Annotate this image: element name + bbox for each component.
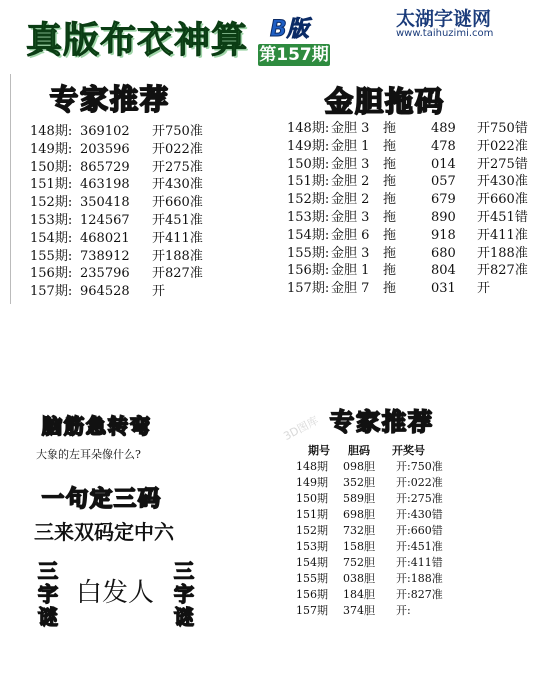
list-item — [296, 555, 466, 571]
cell-gold: 732胆 — [343, 524, 375, 537]
cell-result: 开:411错 — [396, 556, 443, 569]
cell-period: 157期: — [287, 281, 330, 297]
list-item — [287, 138, 547, 156]
cell-code: 680 — [431, 245, 456, 261]
right-riddle-label — [172, 560, 196, 629]
cell-result: 开750准 — [152, 124, 203, 139]
cell-result: 开660准 — [477, 192, 528, 208]
cell-period: 150期: — [287, 156, 330, 172]
cell-period: 149期 — [296, 476, 328, 489]
cell-result: 开411准 — [152, 230, 203, 246]
cell-drag: 拖 — [383, 192, 397, 208]
cell-drag: 拖 — [383, 209, 397, 225]
list-item — [287, 191, 547, 209]
list-item — [296, 539, 466, 555]
cell-result: 开 — [152, 284, 166, 300]
cell-code: 478 — [431, 138, 456, 154]
gold-drag-heading: 金胆拖码 — [325, 85, 446, 118]
cell-period: 151期: — [287, 174, 330, 190]
cell-code: 369102 — [80, 124, 130, 139]
list-item — [30, 159, 232, 177]
cell-period: 155期: — [287, 245, 330, 261]
cell-period: 149期: — [287, 138, 330, 154]
left-riddle-char: 谜 — [38, 605, 58, 629]
cell-result: 开275错 — [477, 156, 528, 172]
cell-gold: 184胆 — [343, 588, 375, 601]
cell-code: 489 — [431, 121, 456, 136]
riddle-answer: 白发人 — [76, 578, 155, 608]
expert-table-heading: 专家推荐 — [330, 408, 434, 436]
cell-code: 203596 — [80, 141, 130, 157]
column-header-period: 期号 — [308, 444, 330, 457]
cell-period: 153期: — [287, 209, 330, 225]
cell-gold: 金胆 7 — [331, 281, 370, 297]
cell-period: 153期 — [296, 540, 328, 553]
cell-code: 738912 — [80, 248, 130, 264]
column-header-gold: 胆码 — [348, 444, 370, 457]
left-riddle-label — [36, 560, 60, 629]
list-item — [296, 475, 466, 491]
list-item — [287, 227, 547, 245]
cell-period: 154期: — [287, 227, 330, 243]
list-item — [296, 459, 466, 475]
cell-period: 148期: — [287, 121, 330, 136]
cell-result: 开411准 — [477, 227, 528, 243]
cell-result: 开430准 — [477, 174, 528, 190]
cell-result: 开451错 — [477, 209, 528, 225]
cell-period: 157期: — [30, 284, 73, 300]
edition-badge: B版 — [270, 17, 309, 42]
cell-gold: 752胆 — [343, 556, 375, 569]
cell-code: 014 — [431, 156, 456, 172]
list-item — [30, 212, 232, 230]
cell-result: 开750错 — [477, 121, 528, 136]
list-item — [287, 120, 547, 138]
cell-period: 155期 — [296, 572, 328, 585]
list-item — [296, 523, 466, 539]
cell-result: 开430准 — [152, 177, 203, 193]
left-riddle-char: 三 — [38, 559, 58, 583]
site-url: www.taihuzimi.com — [396, 28, 494, 39]
cell-code: 124567 — [80, 212, 130, 228]
cell-period: 156期: — [30, 266, 73, 282]
cell-drag: 拖 — [383, 245, 397, 261]
list-item — [30, 141, 232, 159]
cell-gold: 金胆 1 — [331, 138, 370, 154]
cell-period: 152期 — [296, 524, 328, 537]
cell-result: 开275准 — [152, 159, 203, 175]
cell-period: 152期: — [287, 192, 330, 208]
cell-gold: 金胆 1 — [331, 263, 370, 279]
cell-result: 开827准 — [152, 266, 203, 282]
cell-drag: 拖 — [383, 138, 397, 154]
cell-period: 154期 — [296, 556, 328, 569]
cell-period: 148期: — [30, 124, 73, 139]
cell-result: 开:188准 — [396, 572, 443, 585]
cell-gold: 金胆 3 — [331, 209, 370, 225]
cell-period: 151期 — [296, 508, 328, 521]
riddle-heading: 脑筋急转弯 — [42, 414, 152, 438]
list-item — [287, 209, 547, 227]
site-logo: 太湖字谜网 — [396, 8, 492, 30]
cell-gold: 金胆 3 — [331, 245, 370, 261]
issue-badge: 第157期 — [259, 45, 329, 65]
cell-result: 开022准 — [477, 138, 528, 154]
cell-period: 155期: — [30, 248, 73, 264]
cell-gold: 金胆 2 — [331, 174, 370, 190]
list-item — [296, 571, 466, 587]
list-item — [30, 176, 232, 194]
cell-result: 开022准 — [152, 141, 203, 157]
list-item — [30, 248, 232, 266]
list-item — [296, 587, 466, 603]
riddle-question: 大象的左耳朵像什么? — [36, 448, 141, 461]
right-riddle-char: 字 — [174, 582, 194, 606]
cell-gold: 金胆 2 — [331, 192, 370, 208]
one-sentence-text: 三来双码定中六 — [34, 520, 174, 544]
list-item — [30, 123, 232, 141]
cell-gold: 098胆 — [343, 460, 375, 473]
right-riddle-char: 三 — [174, 559, 194, 583]
cell-drag: 拖 — [383, 263, 397, 279]
watermark: 3D图库 — [281, 413, 321, 443]
cell-result: 开:451准 — [396, 540, 443, 553]
cell-code: 679 — [431, 192, 456, 208]
left-border — [10, 74, 11, 304]
cell-drag: 拖 — [383, 174, 397, 190]
cell-code: 890 — [431, 209, 456, 225]
list-item — [296, 491, 466, 507]
cell-result: 开 — [477, 281, 491, 297]
cell-code: 804 — [431, 263, 456, 279]
list-item — [296, 603, 466, 619]
cell-period: 150期: — [30, 159, 73, 175]
cell-period: 157期 — [296, 604, 328, 617]
page-title: 真版布衣神算 — [26, 20, 249, 61]
list-item — [287, 262, 547, 280]
cell-period: 153期: — [30, 212, 73, 228]
list-item — [30, 194, 232, 212]
cell-result: 开188准 — [477, 245, 528, 261]
cell-period: 150期 — [296, 492, 328, 505]
cell-drag: 拖 — [383, 156, 397, 172]
cell-result: 开:827准 — [396, 588, 443, 601]
cell-drag: 拖 — [383, 227, 397, 243]
cell-drag: 拖 — [383, 281, 397, 297]
cell-code: 235796 — [80, 266, 130, 282]
cell-code: 350418 — [80, 195, 130, 211]
cell-period: 152期: — [30, 195, 73, 211]
cell-code: 964528 — [80, 284, 130, 300]
cell-result: 开: — [396, 604, 411, 617]
list-item — [30, 283, 232, 301]
cell-result: 开188准 — [152, 248, 203, 264]
gold-drag-list — [287, 120, 547, 298]
cell-period: 148期 — [296, 460, 328, 473]
left-riddle-char: 字 — [38, 582, 58, 606]
cell-drag: 拖 — [383, 121, 397, 136]
cell-result: 开:430错 — [396, 508, 443, 521]
cell-gold: 158胆 — [343, 540, 375, 553]
list-item — [287, 245, 547, 263]
cell-period: 154期: — [30, 230, 73, 246]
cell-gold: 698胆 — [343, 508, 375, 521]
right-riddle-char: 谜 — [174, 605, 194, 629]
cell-result: 开660准 — [152, 195, 203, 211]
cell-period: 151期: — [30, 177, 73, 193]
column-header-result: 开奖号 — [392, 444, 425, 457]
cell-gold: 352胆 — [343, 476, 375, 489]
list-item — [287, 280, 547, 298]
cell-result: 开:022准 — [396, 476, 443, 489]
expert-recommend-list — [30, 123, 232, 301]
cell-period: 156期 — [296, 588, 328, 601]
cell-result: 开:750准 — [396, 460, 443, 473]
expert-table-list — [296, 459, 466, 619]
cell-code: 468021 — [80, 230, 130, 246]
cell-code: 031 — [431, 281, 456, 297]
one-sentence-heading: 一句定三码 — [42, 487, 163, 512]
cell-code: 463198 — [80, 177, 130, 193]
cell-code: 057 — [431, 174, 456, 190]
cell-code: 865729 — [80, 159, 130, 175]
cell-gold: 金胆 3 — [331, 121, 370, 136]
expert-recommend-heading: 专家推荐 — [50, 83, 171, 116]
cell-period: 149期: — [30, 141, 73, 157]
cell-gold: 589胆 — [343, 492, 375, 505]
cell-gold: 374胆 — [343, 604, 375, 617]
cell-gold: 038胆 — [343, 572, 375, 585]
cell-gold: 金胆 3 — [331, 156, 370, 172]
list-item — [287, 173, 547, 191]
cell-gold: 金胆 6 — [331, 227, 370, 243]
cell-result: 开:660错 — [396, 524, 443, 537]
list-item — [287, 156, 547, 174]
cell-result: 开827准 — [477, 263, 528, 279]
cell-result: 开451准 — [152, 212, 203, 228]
cell-code: 918 — [431, 227, 456, 243]
cell-result: 开:275准 — [396, 492, 443, 505]
list-item — [30, 265, 232, 283]
cell-period: 156期: — [287, 263, 330, 279]
list-item — [30, 230, 232, 248]
list-item — [296, 507, 466, 523]
